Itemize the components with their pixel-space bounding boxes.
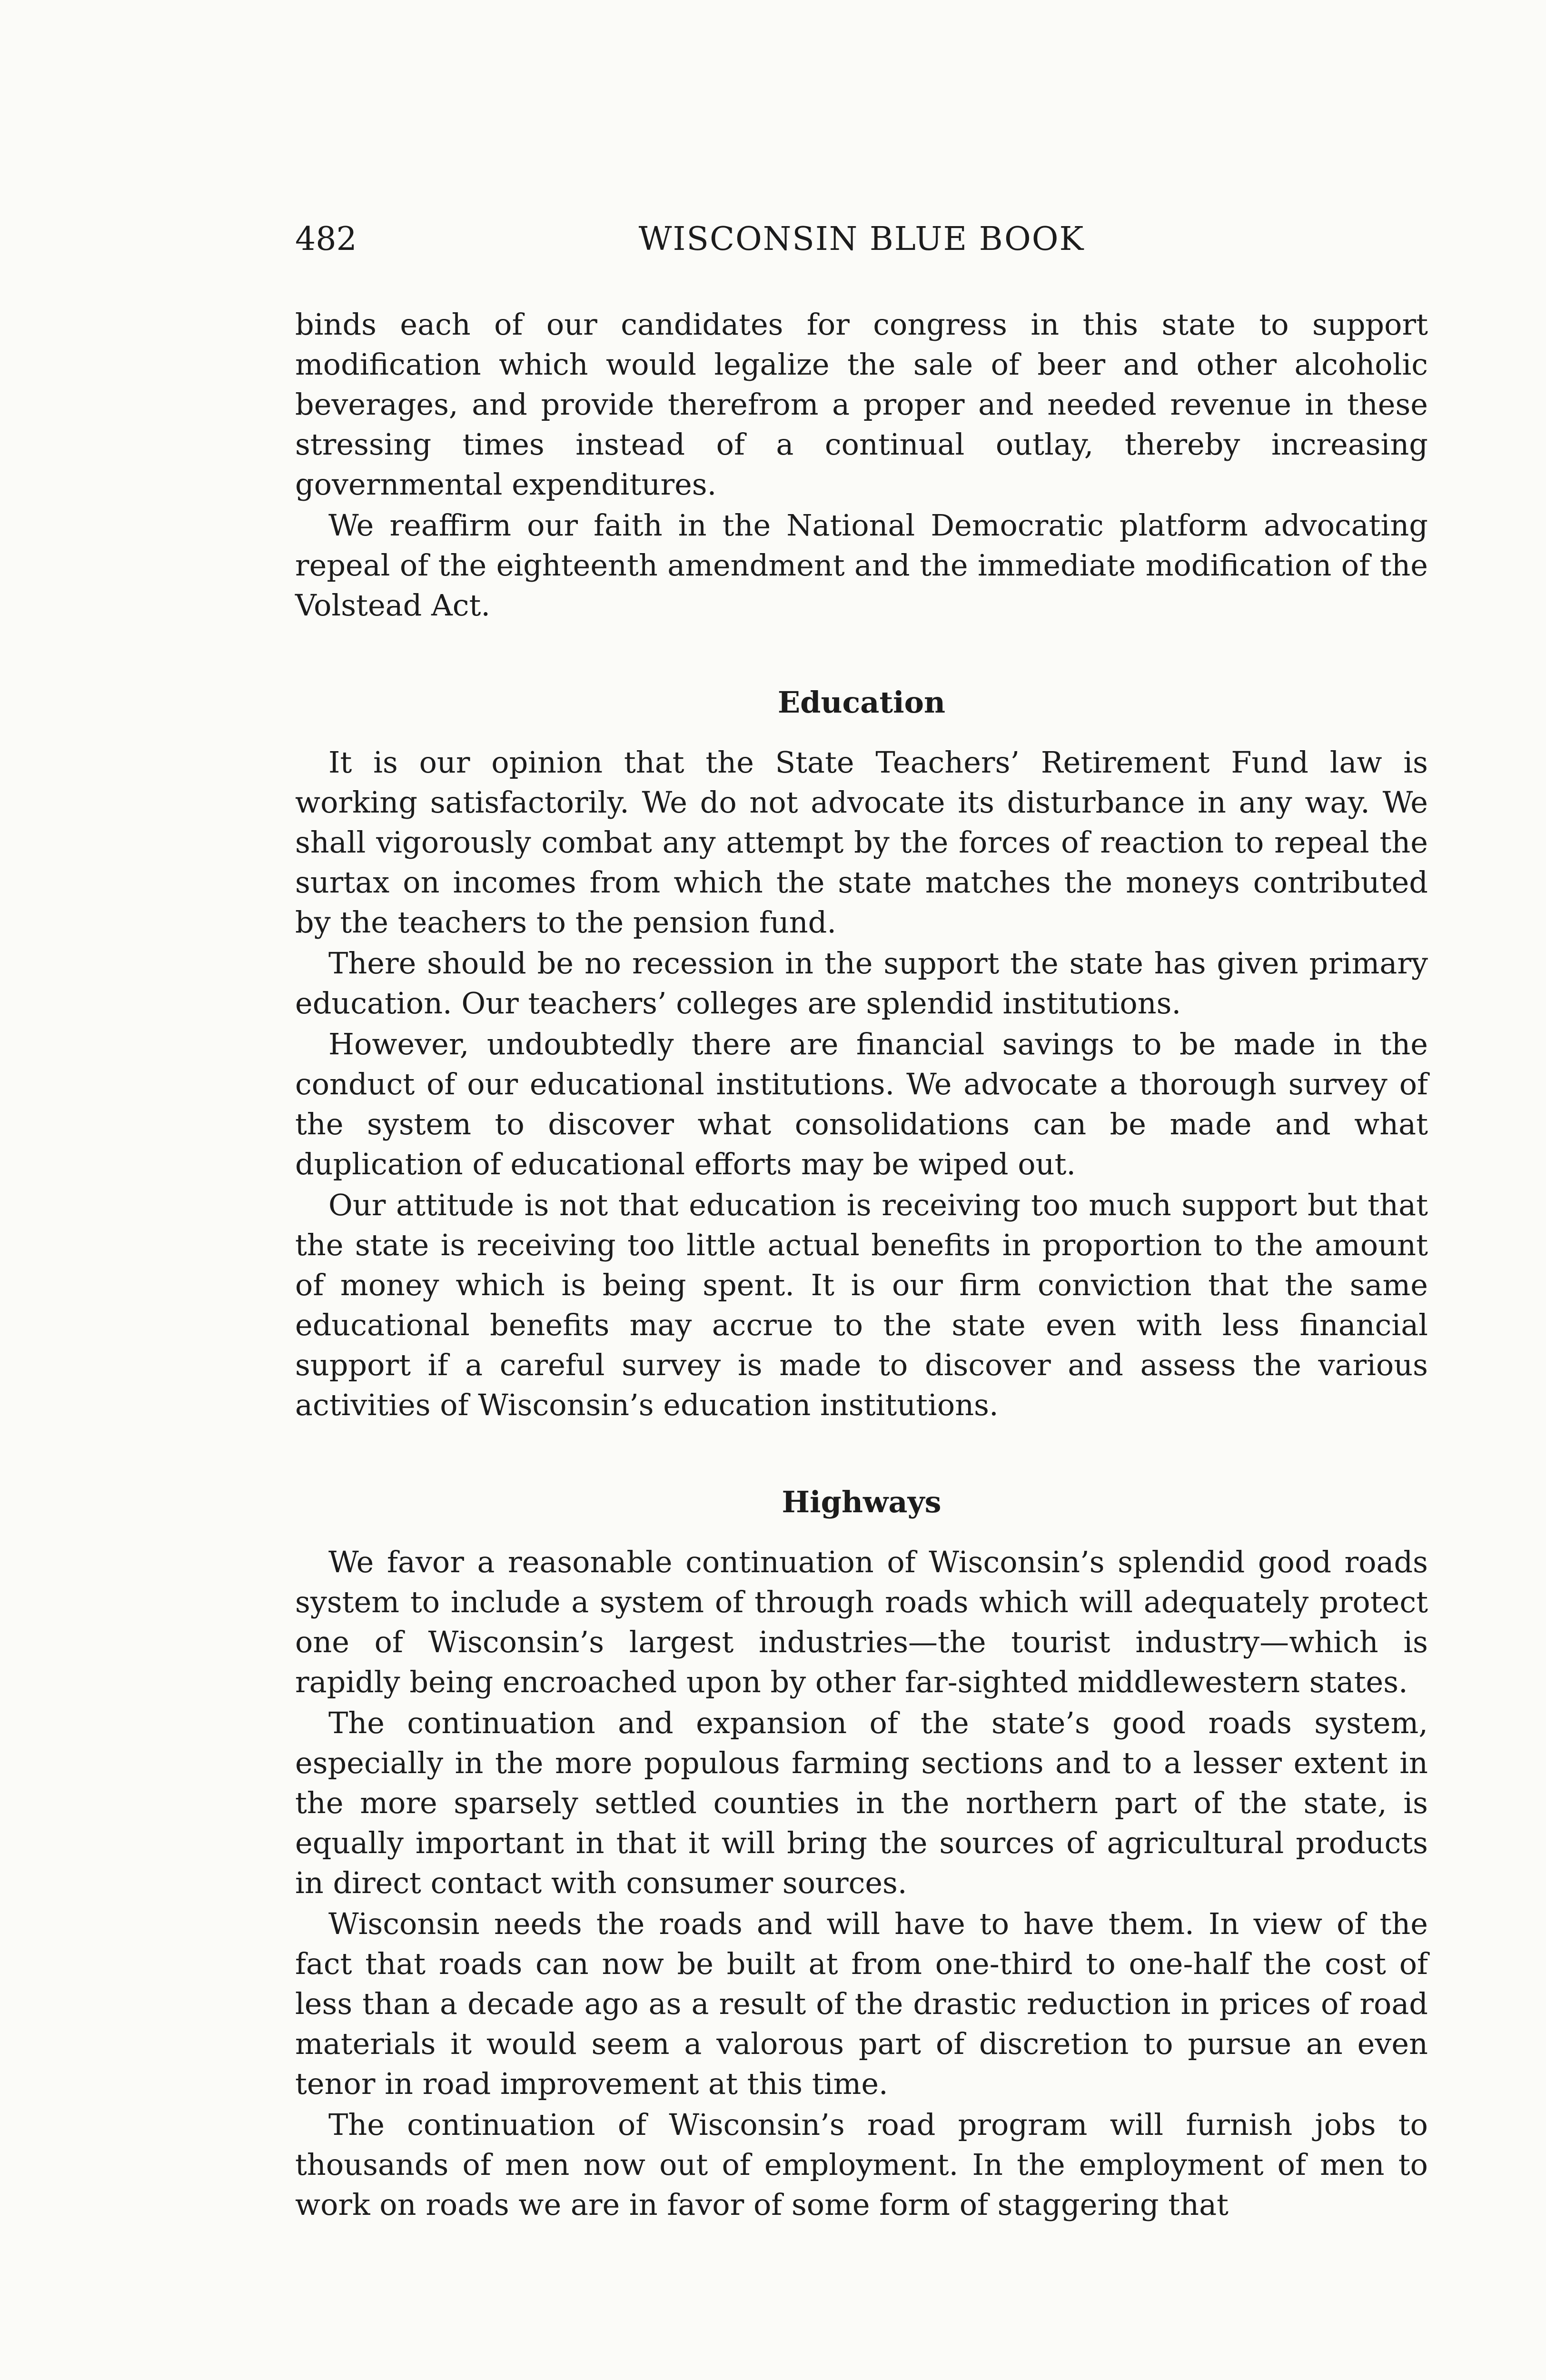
- paragraph: We reaffirm our faith in the National Democratic platform advocating repeal of the eighteenth amendment and the immediate modification of the Volstead Act.: [295, 508, 1428, 623]
- body-text: [295, 305, 1428, 2225]
- paragraph: However, undoubtedly there are financial savings to be made in the conduct of our educational institutions. We advocate a thorough survey of the system to discover what consolidations can be made and what duplication of educational efforts may be wiped out.: [295, 1027, 1428, 1181]
- paragraph: It is our opinion that the State Teachers’ Retirement Fund law is working satisfactorily. We do not advocate its disturbance in any way. We shall vigorously combat any attempt by the forces of reaction to repeal the surtax on incomes from which the state matches the moneys contributed by the teachers to the pension fund.: [295, 745, 1428, 940]
- section-heading-education: Education: [777, 685, 946, 720]
- paragraph: The continuation of Wisconsin’s road program will furnish jobs to thousands of men now out of employment. In the employment of men to work on roads we are in favor of some form of staggering that: [295, 2107, 1428, 2222]
- paragraph-continued: binds each of our candidates for congress in this state to support modification which would legalize the sale of beer and other alcoholic beverages, and provide therefrom a proper and needed revenue in these stressing times instead of a continual outlay, thereby increasing governmental expenditures.: [295, 307, 1428, 502]
- page-header: [295, 213, 1428, 266]
- paragraph: There should be no recession in the support the state has given primary education. Our teachers’ colleges are splendid institutions.: [295, 946, 1428, 1021]
- paragraph: The continuation and expansion of the state’s good roads system, especially in the more populous farming sections and to a lesser extent in the more sparsely settled counties in the northern part of the state, is equally important in that it will bring the sources of agricultural products in direct contact with consumer sources.: [295, 1706, 1428, 1900]
- paragraph: Our attitude is not that education is receiving too much support but that the state is receiving too little actual benefits in proportion to the amount of money which is being spent. It is our firm conviction that the same educational benefits may accrue to the state even with less financial support if a careful survey is made to discover and assess the various activities of Wisconsin’s education institutions.: [295, 1188, 1428, 1422]
- paragraph: Wisconsin needs the roads and will have to have them. In view of the fact that roads can now be built at from one-third to one-half the cost of less than a decade ago as a result of the drastic reduction in prices of road materials it would seem a valorous part of discretion to pursue an even tenor in road improvement at this time.: [295, 1906, 1428, 2101]
- paragraph: We favor a reasonable continuation of Wisconsin’s splendid good roads system to include a system of through roads which will adequately protect one of Wisconsin’s largest industries—the tourist industry—which is rapidly being encroached upon by other far-sighted middlewestern states.: [295, 1545, 1428, 1699]
- running-title: WISCONSIN BLUE BOOK: [638, 220, 1085, 258]
- page-number: 482: [295, 220, 357, 258]
- section-heading-highways: Highways: [782, 1485, 941, 1519]
